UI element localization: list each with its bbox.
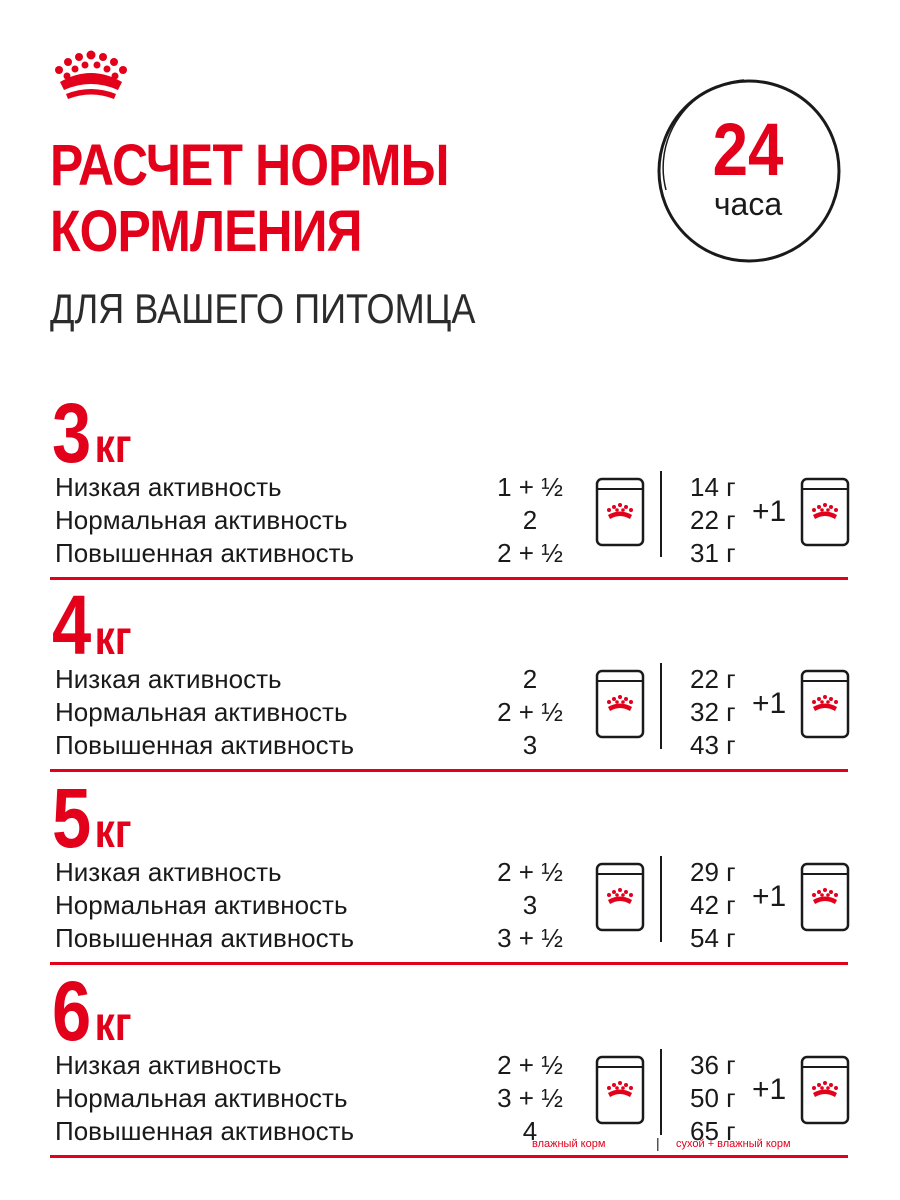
column-divider	[660, 471, 662, 557]
wet-amount: 2 + ½	[497, 857, 563, 887]
plus-one-pouch: +1	[752, 495, 787, 528]
activity-label: Повышенная активность	[55, 538, 355, 568]
wet-pouch-icon	[800, 862, 850, 932]
page-title	[50, 133, 449, 265]
dry-amount: 54 г	[690, 923, 736, 953]
activity-label: Повышенная активность	[55, 1116, 355, 1146]
wet-amount: 2 + ½	[497, 697, 563, 727]
activity-label: Нормальная активность	[55, 505, 348, 535]
column-divider	[660, 856, 662, 942]
wet-amount: 2	[522, 664, 538, 694]
weight-value: 3	[52, 386, 92, 480]
page-subtitle: ДЛЯ ВАШЕГО ПИТОМЦА	[50, 285, 476, 332]
weight-heading	[52, 578, 132, 672]
activity-label: Низкая активность	[55, 664, 282, 694]
weight-heading	[52, 964, 132, 1058]
dry-amount: 22 г	[690, 664, 736, 694]
wet-amount: 2 + ½	[497, 1050, 563, 1080]
badge-unit: часа	[713, 186, 783, 222]
dry-amount: 31 г	[690, 538, 736, 568]
activity-label: Низкая активность	[55, 472, 282, 502]
dry-amount: 42 г	[690, 890, 736, 920]
plus-one-pouch: +1	[752, 687, 787, 720]
plus-one-pouch: +1	[752, 1073, 787, 1106]
dry-amount: 32 г	[690, 697, 736, 727]
wet-amount: 2	[522, 505, 538, 535]
wet-pouch-icon	[800, 669, 850, 739]
dry-amount: 50 г	[690, 1083, 736, 1113]
wet-amount: 3	[522, 730, 538, 760]
wet-pouch-icon	[595, 1055, 645, 1125]
crown-icon	[46, 48, 136, 102]
activity-label: Нормальная активность	[55, 890, 348, 920]
footnote-separator: |	[656, 1135, 660, 1151]
activity-label: Нормальная активность	[55, 697, 348, 727]
weight-heading	[52, 386, 132, 480]
activity-label: Повышенная активность	[55, 923, 355, 953]
footnote-wet: влажный корм	[532, 1138, 606, 1150]
section-divider	[50, 577, 848, 580]
wet-amount: 3 + ½	[497, 923, 563, 953]
activity-label: Низкая активность	[55, 1050, 282, 1080]
weight-unit: кг	[94, 998, 132, 1051]
title-line-1: РАСЧЕТ НОРМЫ	[50, 133, 449, 198]
wet-amount: 2 + ½	[497, 538, 563, 568]
weight-value: 5	[52, 771, 92, 865]
activity-label: Нормальная активность	[55, 1083, 348, 1113]
weight-section-5kg	[0, 771, 900, 974]
wet-pouch-icon	[595, 862, 645, 932]
wet-amount: 3 + ½	[497, 1083, 563, 1113]
weight-section-4kg	[0, 578, 900, 781]
wet-pouch-icon	[800, 477, 850, 547]
dry-amount: 29 г	[690, 857, 736, 887]
wet-amount: 1 + ½	[497, 472, 563, 502]
wet-amount: 3	[522, 890, 538, 920]
section-divider	[50, 1155, 848, 1158]
plus-one-pouch: +1	[752, 880, 787, 913]
wet-pouch-icon	[595, 477, 645, 547]
hours-badge	[648, 70, 848, 270]
section-divider	[50, 962, 848, 965]
weight-heading	[52, 771, 132, 865]
weight-section-3kg	[0, 386, 900, 589]
activity-label: Повышенная активность	[55, 730, 355, 760]
dry-amount: 22 г	[690, 505, 736, 535]
footnote-mixed: сухой + влажный корм	[676, 1138, 791, 1150]
title-line-2: КОРМЛЕНИЯ	[50, 199, 362, 264]
section-divider	[50, 769, 848, 772]
column-divider	[660, 663, 662, 749]
badge-number: 24	[712, 108, 784, 191]
dry-amount: 65 г	[690, 1116, 736, 1146]
dry-amount: 43 г	[690, 730, 736, 760]
weight-unit: кг	[94, 612, 132, 665]
column-divider	[660, 1049, 662, 1135]
weight-value: 6	[52, 964, 92, 1058]
wet-amount: 4	[522, 1116, 538, 1146]
dry-amount: 36 г	[690, 1050, 736, 1080]
weight-unit: кг	[94, 420, 132, 473]
wet-pouch-icon	[800, 1055, 850, 1125]
activity-label: Низкая активность	[55, 857, 282, 887]
wet-pouch-icon	[595, 669, 645, 739]
weight-unit: кг	[94, 805, 132, 858]
weight-value: 4	[52, 578, 92, 672]
dry-amount: 14 г	[690, 472, 736, 502]
